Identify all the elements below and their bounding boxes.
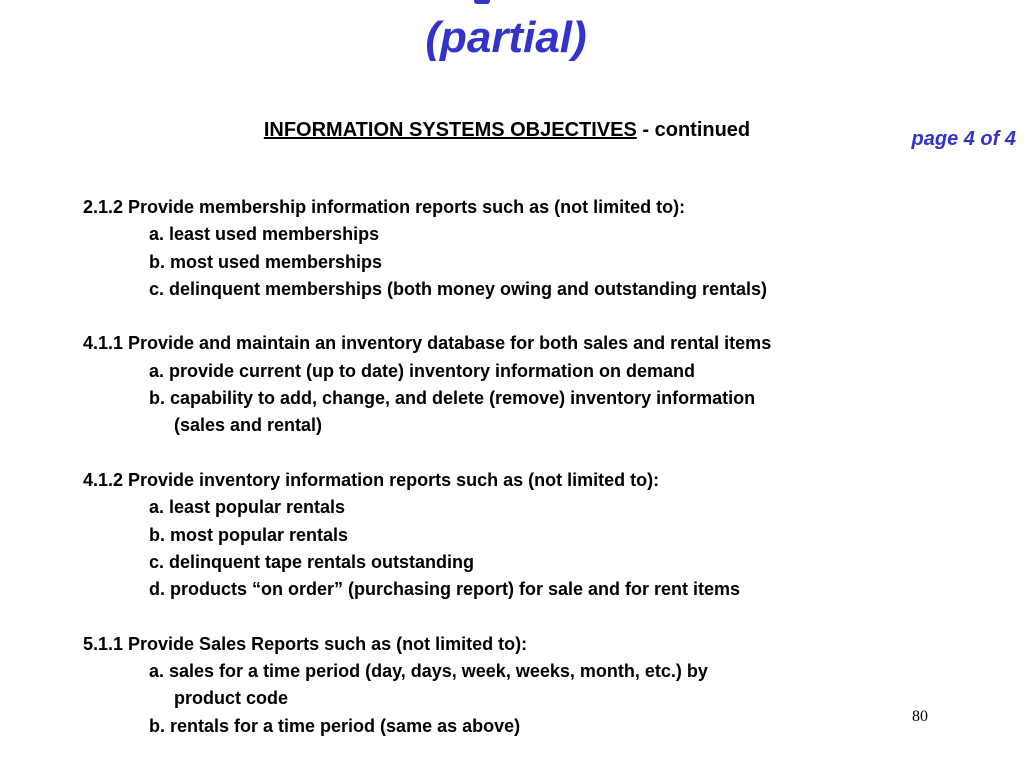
spacer [83,303,1003,330]
spacer [83,440,1003,467]
objective-item: b. rentals for a time period (same as above) [149,715,521,736]
objective-item: c. delinquent memberships (both money owing and outstanding rentals) [149,278,768,299]
section-heading-suffix: - continued [636,119,751,141]
objective-heading: 4.1.1 Provide and maintain an inventory database for both sales and rental items [83,333,772,354]
title-top-fragment [474,0,490,4]
objective-item-continuation: product code [174,688,289,709]
objective-item: b. most popular rentals [149,524,349,545]
slide-number: 80 [912,708,928,725]
objective-item: b. most used memberships [149,251,383,272]
objective-item: c. delinquent tape rentals outstanding [149,551,475,572]
objective-item: a. least popular rentals [149,497,346,518]
section-heading-underlined: INFORMATION SYSTEMS OBJECTIVES [263,119,637,141]
page-indicator: page 4 of 4 [911,128,1016,150]
objective-item: a. least used memberships [149,224,380,245]
objective-item: a. sales for a time period (day, days, week, weeks, month, etc.) by [149,661,708,682]
objective-item: a. provide current (up to date) inventory information on demand [149,360,696,381]
objective-heading: 5.1.1 Provide Sales Reports such as (not limited to): [83,633,528,654]
objectives-list [83,194,1003,740]
slide-title: (partial) [425,13,587,62]
spacer [83,603,1003,630]
objective-heading: 4.1.2 Provide inventory information reports such as (not limited to): [83,469,660,490]
objective-item-continuation: (sales and rental) [174,415,323,436]
objective-heading: 2.1.2 Provide membership information reports such as (not limited to): [83,197,686,217]
objective-item: d. products “on order” (purchasing report) for sale and for rent items [149,579,741,600]
section-heading [0,117,1014,143]
objective-item: b. capability to add, change, and delete (remove) inventory information [149,388,756,409]
